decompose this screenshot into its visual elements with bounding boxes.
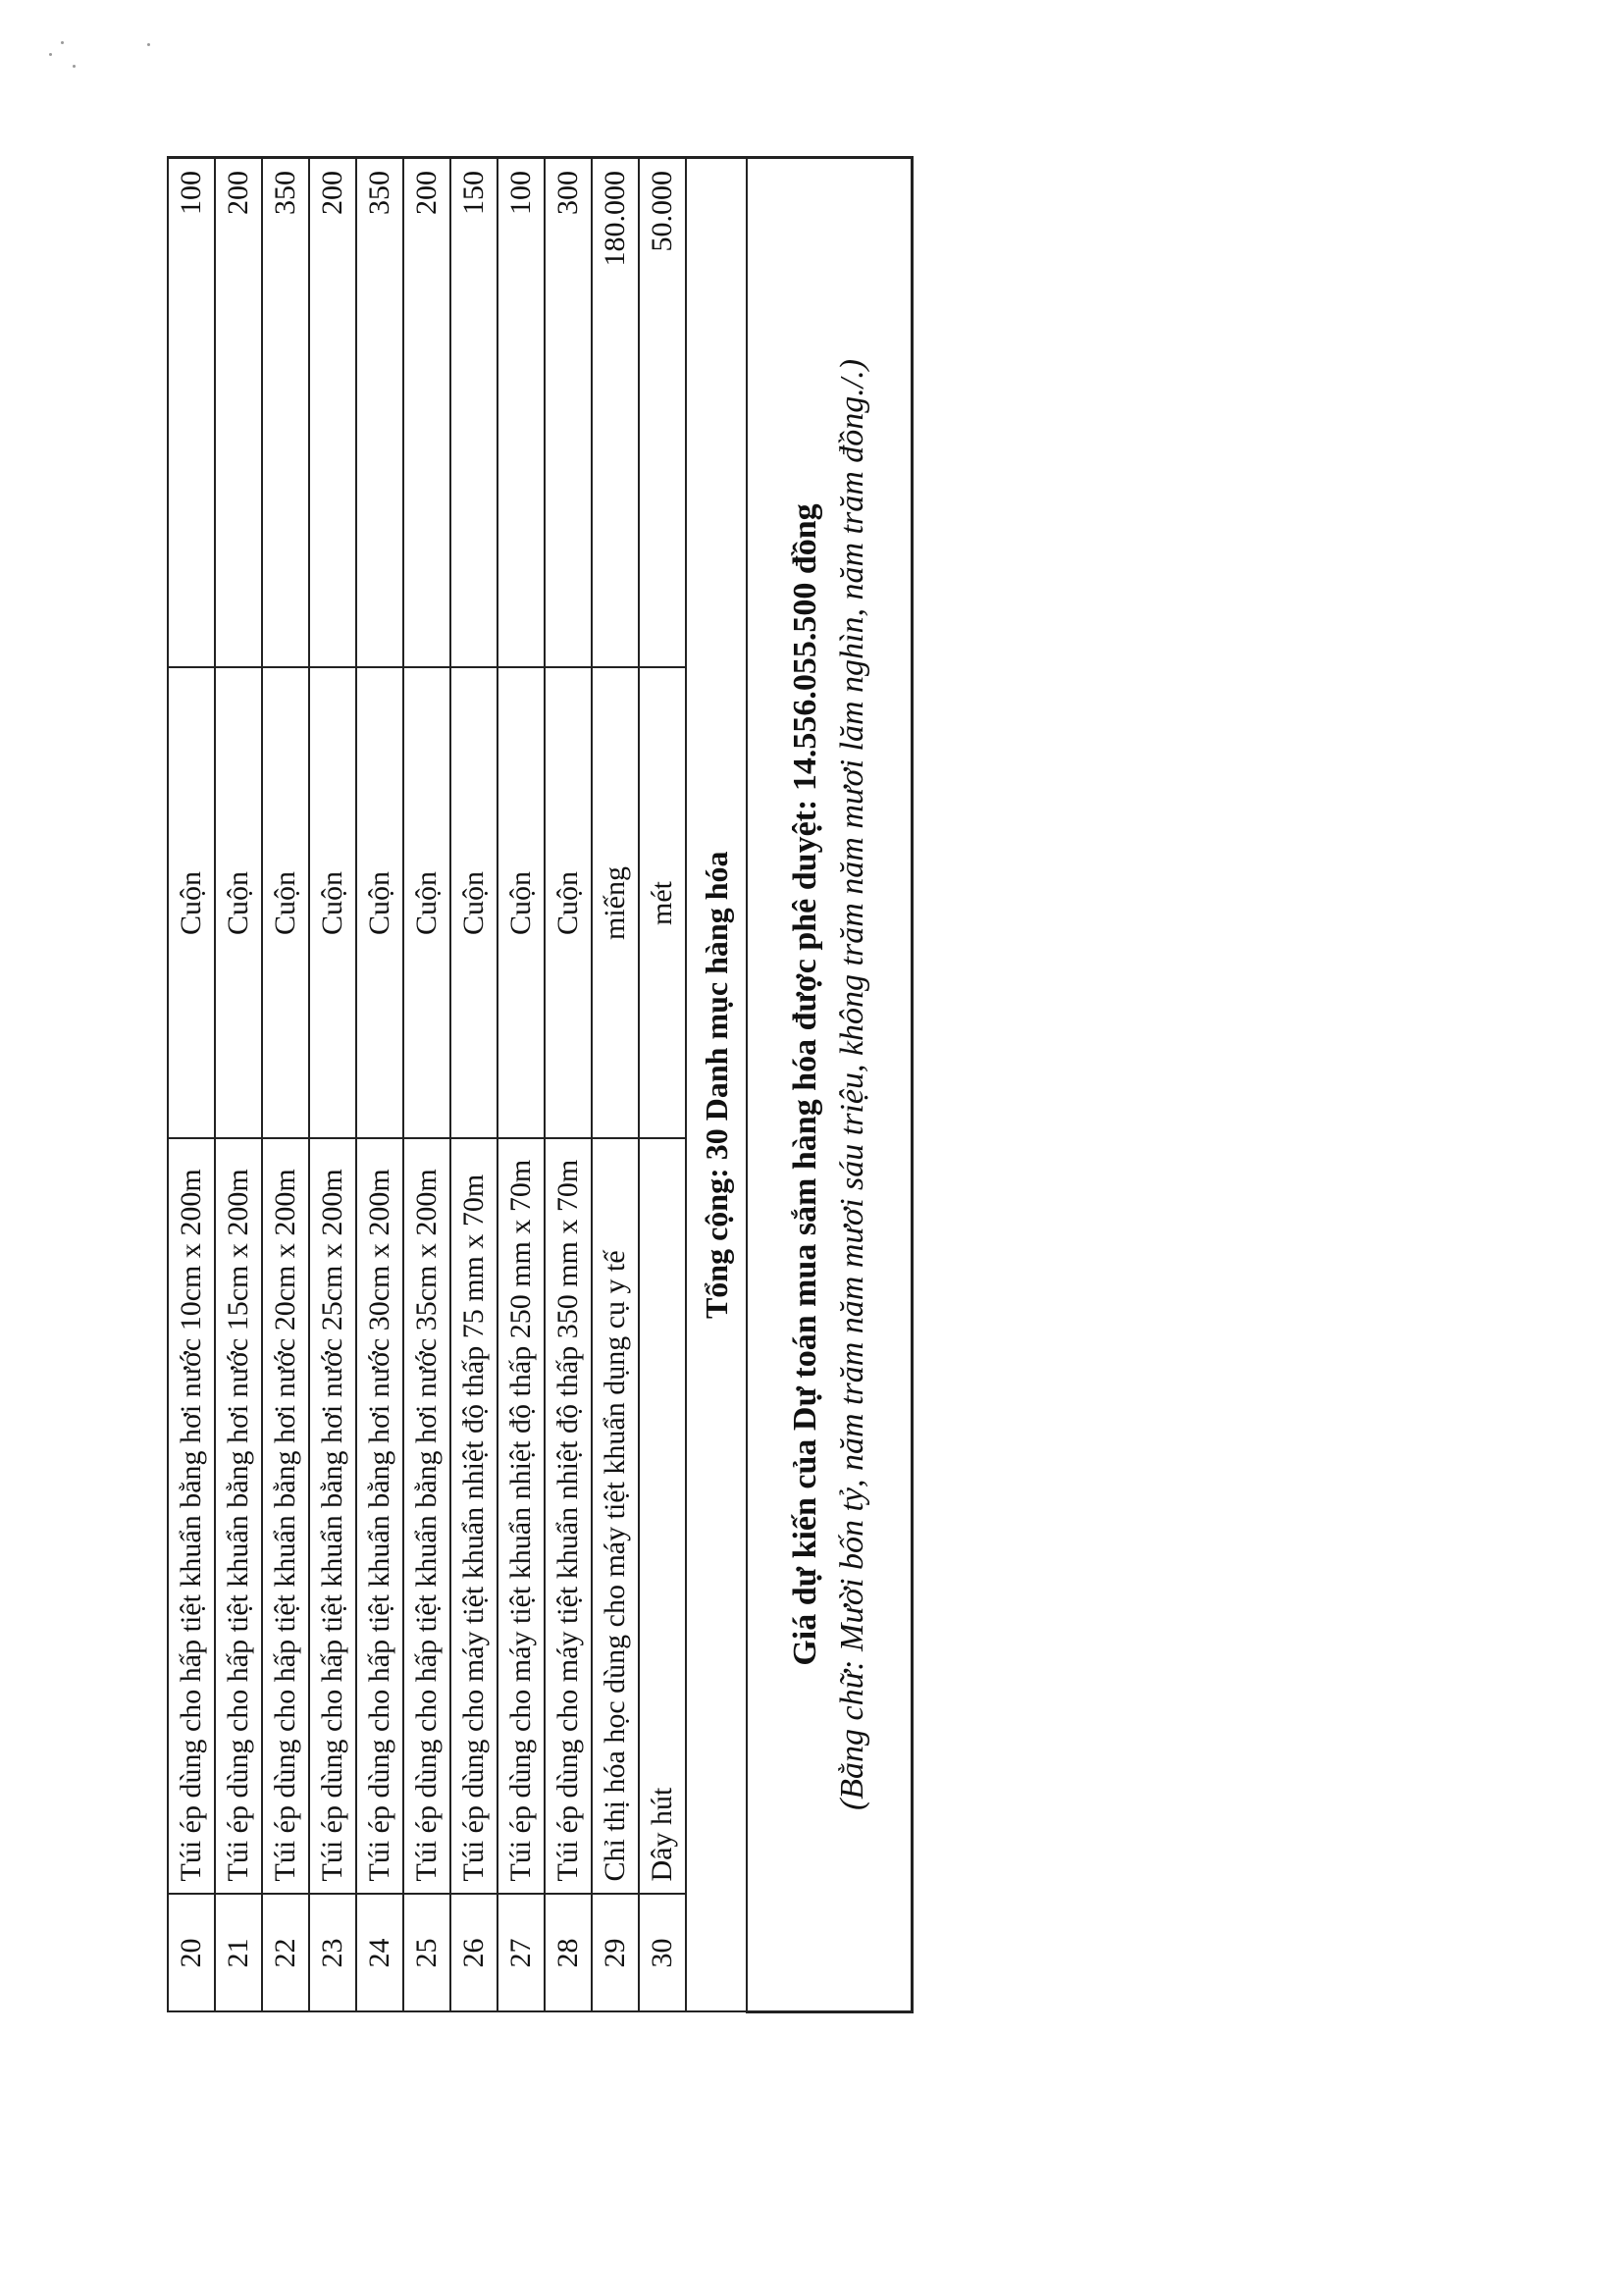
row-number: 30 <box>639 1895 686 2012</box>
item-unit: mét <box>639 668 686 1139</box>
row-number: 20 <box>168 1895 215 2012</box>
scan-speck <box>49 53 52 56</box>
item-name: Túi ép dùng cho hấp tiệt khuẩn bằng hơi nước 30cm x 200m <box>356 1139 403 1895</box>
table-row <box>403 158 450 2012</box>
item-name: Túi ép dùng cho hấp tiệt khuẩn bằng hơi nước 15cm x 200m <box>215 1139 262 1895</box>
item-unit: Cuộn <box>356 668 403 1139</box>
row-number: 21 <box>215 1895 262 2012</box>
item-name: Túi ép dùng cho hấp tiệt khuẩn bằng hơi nước 20cm x 200m <box>262 1139 309 1895</box>
goods-table-body <box>168 158 913 2012</box>
approved-price: Giá dự kiến của Dự toán mua sắm hàng hóa được phê duyệt: 14.556.055.500 đồng <box>787 503 823 1666</box>
item-quantity: 150 <box>450 158 497 668</box>
item-name: Túi ép dùng cho hấp tiệt khuẩn bằng hơi nước 10cm x 200m <box>168 1139 215 1895</box>
item-quantity: 180.000 <box>592 158 639 668</box>
item-name: Dây hút <box>639 1139 686 1895</box>
total-label: Tổng cộng: 30 Danh mục hàng hóa <box>686 158 747 2012</box>
approved-price-row <box>747 158 913 2012</box>
table-row <box>356 158 403 2012</box>
table-row <box>545 158 592 2012</box>
goods-table <box>167 156 914 2013</box>
row-number: 29 <box>592 1895 639 2012</box>
scan-speck <box>73 65 76 68</box>
table-row <box>592 158 639 2012</box>
item-unit: miếng <box>592 668 639 1139</box>
item-name: Túi ép dùng cho hấp tiệt khuẩn bằng hơi nước 35cm x 200m <box>403 1139 450 1895</box>
row-number: 28 <box>545 1895 592 2012</box>
item-name: Túi ép dùng cho máy tiệt khuẩn nhiệt độ thấp 350 mm x 70m <box>545 1139 592 1895</box>
table-row <box>168 158 215 2012</box>
item-unit: Cuộn <box>497 668 545 1139</box>
item-quantity: 200 <box>215 158 262 668</box>
approved-price-cell <box>747 158 913 2012</box>
item-unit: Cuộn <box>403 668 450 1139</box>
item-name: Túi ép dùng cho hấp tiệt khuẩn bằng hơi nước 25cm x 200m <box>309 1139 356 1895</box>
row-number: 22 <box>262 1895 309 2012</box>
item-name: Túi ép dùng cho máy tiệt khuẩn nhiệt độ thấp 250 mm x 70m <box>497 1139 545 1895</box>
table-row <box>639 158 686 2012</box>
item-unit: Cuộn <box>168 668 215 1139</box>
item-quantity: 200 <box>309 158 356 668</box>
row-number: 26 <box>450 1895 497 2012</box>
table-row <box>309 158 356 2012</box>
item-unit: Cuộn <box>450 668 497 1139</box>
row-number: 25 <box>403 1895 450 2012</box>
item-name: Chỉ thị hóa học dùng cho máy tiệt khuẩn dụng cụ y tế <box>592 1139 639 1895</box>
row-number: 23 <box>309 1895 356 2012</box>
item-quantity: 300 <box>545 158 592 668</box>
item-quantity: 350 <box>262 158 309 668</box>
rotated-page-content <box>137 159 1173 2013</box>
item-unit: Cuộn <box>545 668 592 1139</box>
row-number: 27 <box>497 1895 545 2012</box>
item-quantity: 350 <box>356 158 403 668</box>
scan-speck <box>61 41 64 44</box>
item-quantity: 50.000 <box>639 158 686 668</box>
table-row <box>262 158 309 2012</box>
price-in-words: (Bằng chữ: Mười bốn tỷ, năm trăm năm mươi sáu triệu, không trăm năm mươi lăm nghìn, năm trăm đồng./.) <box>834 358 870 1811</box>
item-quantity: 100 <box>168 158 215 668</box>
item-unit: Cuộn <box>215 668 262 1139</box>
table-row <box>497 158 545 2012</box>
row-number: 24 <box>356 1895 403 2012</box>
item-unit: Cuộn <box>262 668 309 1139</box>
table-row <box>215 158 262 2012</box>
item-quantity: 200 <box>403 158 450 668</box>
table-row <box>450 158 497 2012</box>
scan-speck <box>147 43 150 46</box>
item-quantity: 100 <box>497 158 545 668</box>
total-row <box>686 158 747 2012</box>
item-name: Túi ép dùng cho máy tiệt khuẩn nhiệt độ thấp 75 mm x 70m <box>450 1139 497 1895</box>
item-unit: Cuộn <box>309 668 356 1139</box>
